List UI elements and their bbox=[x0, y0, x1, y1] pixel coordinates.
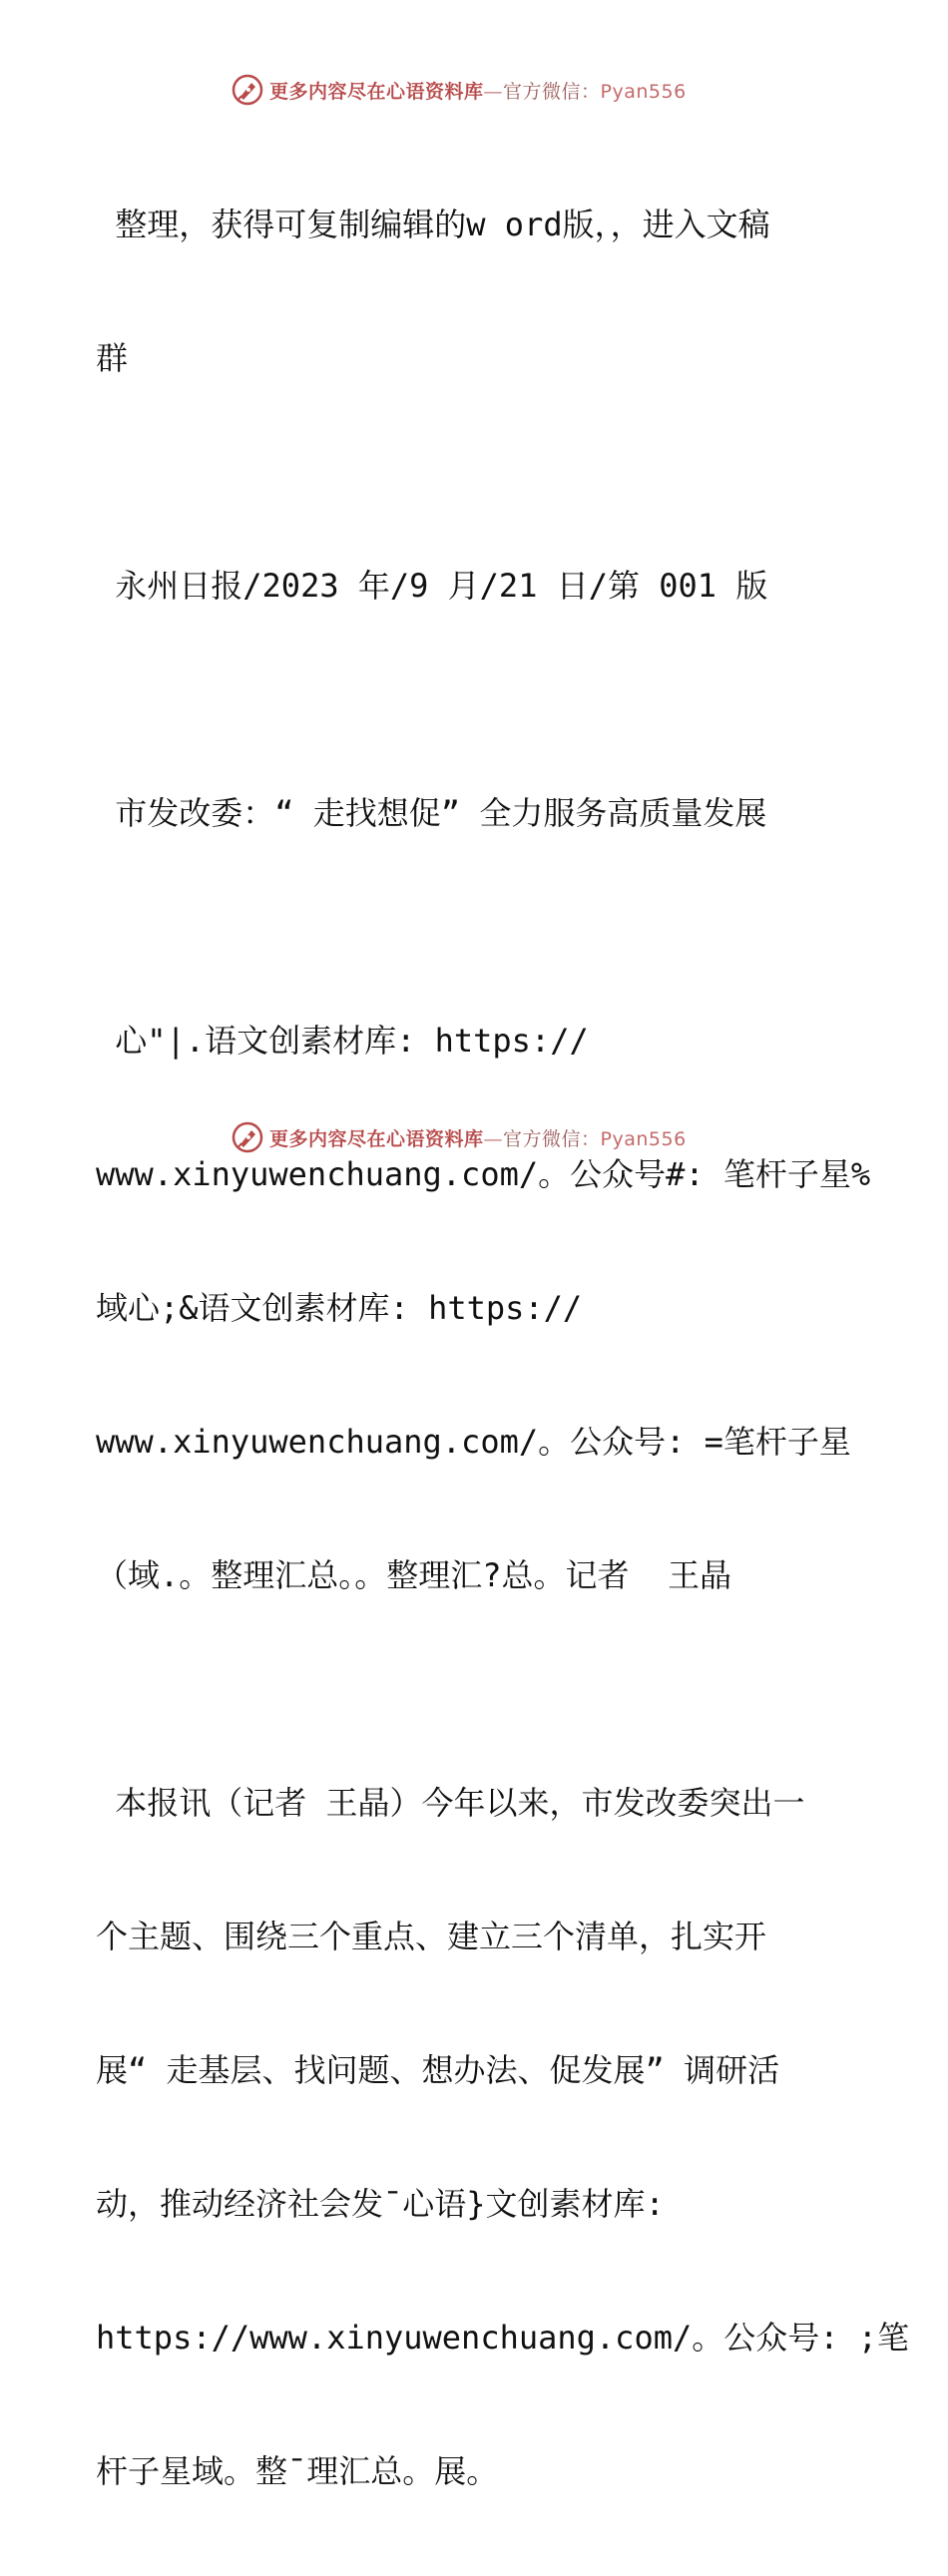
body-line: 展“ 走基层、找问题、想办法、促发展” 调研活 bbox=[96, 2051, 780, 2089]
banner-wechat-id: Pyan556 bbox=[600, 1127, 687, 1150]
headline bbox=[96, 708, 854, 918]
body-paragraph bbox=[96, 1698, 910, 2576]
banner-main-text: 更多内容尽在心语资料库 bbox=[269, 80, 484, 103]
byline-line: 域心;&语文创素材库: https:// bbox=[96, 1289, 583, 1327]
banner-main-text: 更多内容尽在心语资料库 bbox=[269, 1127, 484, 1150]
byline-line: （域.。整理汇总。。整理汇?总。记者 王晶 bbox=[96, 1556, 732, 1594]
banner-wechat-id: Pyan556 bbox=[600, 80, 687, 103]
banner-dash: — bbox=[483, 1127, 504, 1150]
intro-paragraph bbox=[96, 120, 854, 463]
body-line: 动，推动经济社会发¯心语}文创素材库: bbox=[96, 2185, 665, 2223]
body-line: 杆子星域。整¯理汇总。展。 bbox=[96, 2452, 499, 2490]
header-banner bbox=[232, 72, 711, 108]
byline-line: www.xinyuwenchuang.com/。公众号: =笔杆子星 bbox=[96, 1423, 851, 1461]
byline-paragraph bbox=[96, 936, 871, 1680]
body-line: 个主题、围绕三个重点、建立三个清单，扎实开 bbox=[96, 1918, 767, 1955]
banner-text bbox=[269, 1124, 687, 1151]
headline-text: 市发改委：“ 走找想促” 全力服务高质量发展 bbox=[96, 794, 767, 832]
banner-official-label: 官方微信： bbox=[503, 1127, 601, 1150]
document-body bbox=[96, 120, 910, 2576]
intro-line: 群 bbox=[96, 339, 129, 377]
source-text: 永州日报/2023 年/9 月/21 日/第 001 版 bbox=[96, 567, 768, 605]
intro-line: 整理，获得可复制编辑的w ord版，，进入文稿 bbox=[96, 206, 770, 243]
source-line bbox=[96, 481, 854, 690]
byline-line: www.xinyuwenchuang.com/。公众号#: 笔杆子星% bbox=[96, 1155, 871, 1193]
banner-official-label: 官方微信： bbox=[503, 80, 601, 103]
banner-text bbox=[269, 77, 687, 104]
footer-banner bbox=[232, 1119, 711, 1155]
banner-dash: — bbox=[483, 80, 504, 103]
byline-line: 心"|.语文创素材库: https:// bbox=[96, 1022, 589, 1060]
body-line: 本报讯（记者 王晶）今年以来，市发改委突出一 bbox=[96, 1784, 805, 1822]
body-line: https://www.xinyuwenchuang.com/。公众号: ;笔 bbox=[96, 2319, 910, 2357]
pen-nib-logo-icon bbox=[232, 1121, 263, 1153]
pen-nib-logo-icon bbox=[232, 74, 263, 106]
